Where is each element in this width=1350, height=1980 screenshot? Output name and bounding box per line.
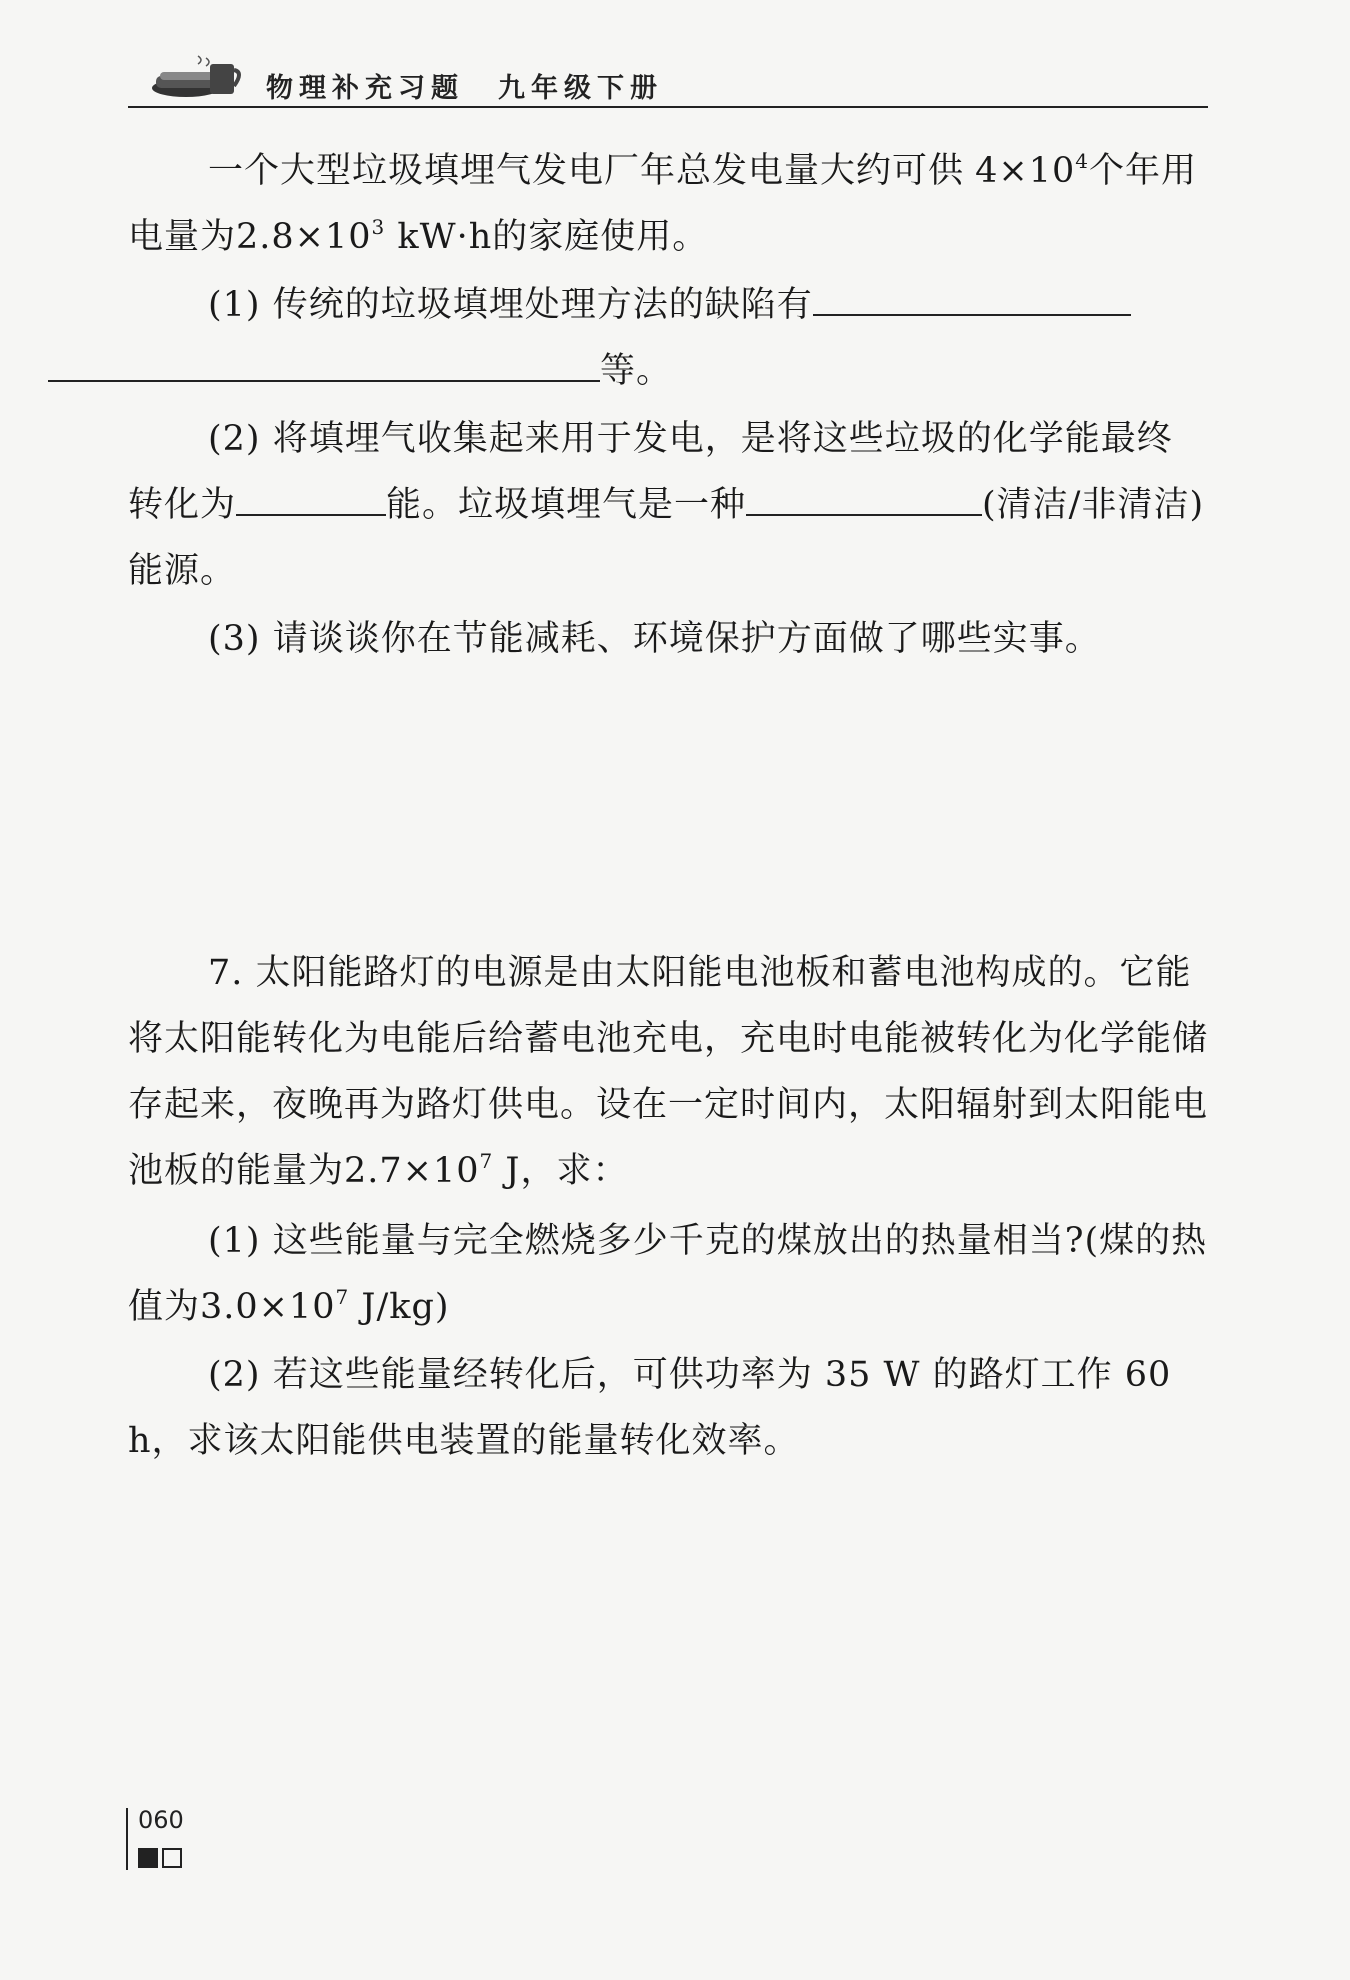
coal-exponent: 7 (335, 1285, 350, 1309)
q7-part-1 (128, 1208, 1208, 1340)
q7-part-1-text-a: (1) 这些能量与完全燃烧多少千克的煤放出的热量相当?(煤的热值为 (128, 1221, 1208, 1327)
usage-exponent: 3 (371, 215, 386, 239)
page-number: 060 (138, 1806, 184, 1834)
energy-exponent: 7 (479, 1149, 494, 1173)
energy-base: 2.7×10 (344, 1151, 480, 1191)
q6-part-2-text-c: (清洁/非清洁)能源。 (128, 485, 1205, 591)
coal-base: 3.0×10 (200, 1287, 336, 1327)
q6-part-2 (128, 406, 1208, 604)
q6-part-2-text-a: (2) 将填埋气收集起来用于发电，是将这些垃圾的化学能最终转化为 (128, 419, 1173, 525)
q6-part-2-text-b: 能。垃圾填埋气是一种 (386, 485, 747, 525)
supply-exponent: 4 (1075, 149, 1090, 173)
intro-text-c: kW·h的家庭使用。 (385, 217, 709, 257)
empty-square-icon (162, 1848, 182, 1868)
book-title: 物理补充习题 (266, 73, 464, 104)
q6-part-1 (128, 272, 1208, 404)
usage-base: 2.8×10 (236, 217, 372, 257)
intro-text-a: 一个大型垃圾填埋气发电厂年总发电量大约可供 (208, 151, 965, 191)
filled-square-icon (138, 1848, 158, 1868)
header-divider (128, 106, 1208, 108)
answer-blank-1a[interactable] (813, 276, 1131, 316)
intro-text-b: 个年用电量为 (128, 151, 1198, 257)
header-title (266, 66, 663, 105)
intro-paragraph (128, 138, 1208, 270)
q7-part-2 (128, 1342, 1208, 1474)
q6-part-3 (128, 606, 1208, 672)
answer-blank-2b[interactable] (746, 476, 982, 516)
supply-base: 4×10 (975, 151, 1076, 191)
q6-part-3-text: (3) 请谈谈你在节能减耗、环境保护方面做了哪些实事。 (208, 619, 1101, 659)
answer-blank-1b[interactable] (48, 342, 600, 382)
q7-part-2-text: (2) 若这些能量经转化后，可供功率为 35 W 的路灯工作 60 h，求该太阳能供电装置的能量转化效率。 (128, 1355, 1172, 1461)
q6-part-1-text: (1) 传统的垃圾填埋处理方法的缺陷有 (208, 285, 813, 325)
q6-part-1-end: 等。 (600, 351, 673, 391)
q7-stem-text-b: J，求： (493, 1151, 629, 1191)
answer-blank-2a[interactable] (236, 476, 386, 516)
q7-stem (128, 940, 1208, 1204)
grade-label: 九年级下册 (498, 73, 663, 104)
books-and-mug-icon (148, 50, 258, 102)
q7-stem-text-a: 7. 太阳能路灯的电源是由太阳能电池板和蓄电池构成的。它能将太阳能转化为电能后给蓄电池充电，充电时电能被转化为化学能储存起来，夜晚再为路灯供电。设在一定时间内，太阳辐射到太阳能电池板的能量为 (128, 953, 1209, 1191)
page-number-bar (126, 1808, 128, 1870)
page-header (128, 50, 1208, 110)
q7-part-1-text-b: J/kg) (349, 1287, 450, 1327)
